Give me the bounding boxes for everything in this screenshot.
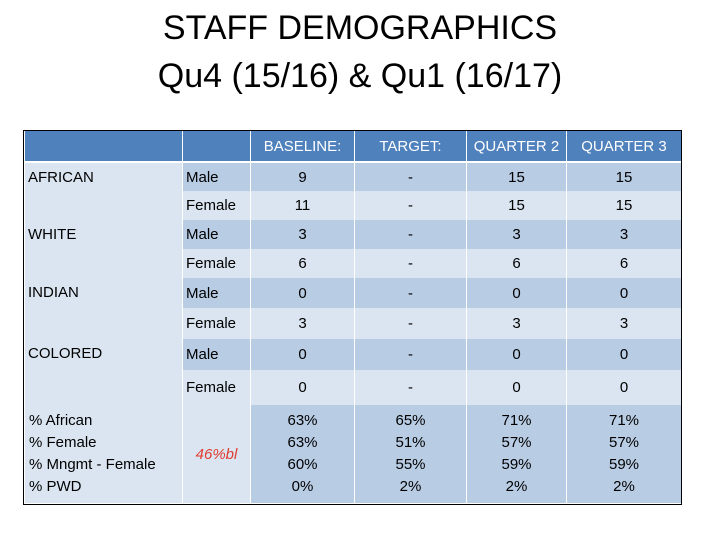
summary-value: 65% — [395, 412, 426, 429]
q2-cell: 6 — [467, 249, 567, 278]
title-line-1: STAFF DEMOGRAPHICS — [162, 9, 558, 47]
summary-label-mngmt-female: % Mngmt - Female — [29, 456, 156, 473]
summary-label-african: % African — [29, 412, 93, 429]
group-label-african: AFRICAN — [25, 162, 183, 220]
table-row — [25, 278, 682, 308]
summary-value: 51% — [395, 434, 426, 451]
target-cell: - — [355, 191, 467, 220]
q2-cell: 3 — [467, 308, 567, 339]
summary-label-pwd: % PWD — [29, 478, 82, 495]
header-cell-gender — [183, 131, 251, 162]
summary-value: 0% — [291, 478, 314, 495]
summary-value: 2% — [399, 478, 422, 495]
q2-cell: 15 — [467, 191, 567, 220]
summary-row — [25, 405, 682, 503]
summary-value: 60% — [287, 456, 318, 473]
gender-cell: Female — [183, 308, 251, 339]
summary-value: 63% — [287, 434, 318, 451]
table-row — [25, 339, 682, 370]
header-target: TARGET: — [355, 131, 467, 162]
summary-value: 59% — [608, 456, 640, 473]
q2-cell: 0 — [467, 370, 567, 405]
baseline-cell: 9 — [251, 162, 355, 191]
summary-baseline — [251, 405, 355, 503]
gender-cell: Male — [183, 339, 251, 370]
target-cell: - — [355, 220, 467, 249]
baseline-cell: 0 — [251, 370, 355, 405]
summary-q2 — [467, 405, 567, 503]
title-line-2: Qu4 (15/16) & Qu1 (16/17) — [157, 57, 563, 95]
baseline-cell: 0 — [251, 339, 355, 370]
gender-cell: Male — [183, 278, 251, 308]
q2-cell: 0 — [467, 278, 567, 308]
baseline-cell: 3 — [251, 220, 355, 249]
baseline-cell: 3 — [251, 308, 355, 339]
summary-value: 55% — [395, 456, 426, 473]
header-quarter-3: QUARTER 3 — [567, 131, 682, 162]
q2-cell: 15 — [467, 162, 567, 191]
target-cell: - — [355, 339, 467, 370]
summary-target — [355, 405, 467, 503]
gender-cell: Female — [183, 191, 251, 220]
target-cell: - — [355, 162, 467, 191]
group-label-colored: COLORED — [25, 339, 183, 405]
summary-label-female: % Female — [29, 434, 97, 451]
baseline-cell: 0 — [251, 278, 355, 308]
group-label-white: WHITE — [25, 220, 183, 278]
summary-value: 57% — [608, 434, 640, 451]
q3-cell: 3 — [567, 308, 682, 339]
header-baseline: BASELINE: — [251, 131, 355, 162]
summary-value: 2% — [505, 478, 528, 495]
summary-labels — [25, 405, 183, 503]
q3-cell: 3 — [567, 220, 682, 249]
gender-cell: Male — [183, 162, 251, 191]
table-row — [25, 220, 682, 249]
target-cell: - — [355, 249, 467, 278]
staff-demographics-table — [24, 131, 682, 503]
summary-q3 — [567, 405, 682, 503]
gender-cell: Female — [183, 370, 251, 405]
header-quarter-2: QUARTER 2 — [467, 131, 567, 162]
target-cell: - — [355, 370, 467, 405]
gender-cell: Female — [183, 249, 251, 278]
gender-cell: Male — [183, 220, 251, 249]
q3-cell: 6 — [567, 249, 682, 278]
q3-cell: 15 — [567, 162, 682, 191]
summary-value: 57% — [501, 434, 532, 451]
summary-value: 59% — [501, 456, 532, 473]
baseline-note: 46%bl — [183, 405, 251, 503]
summary-value: 71% — [501, 412, 532, 429]
q3-cell: 0 — [567, 339, 682, 370]
baseline-cell: 6 — [251, 249, 355, 278]
table-row — [25, 162, 682, 191]
baseline-cell: 11 — [251, 191, 355, 220]
summary-value: 2% — [613, 478, 635, 495]
q3-cell: 0 — [567, 370, 682, 405]
target-cell: - — [355, 278, 467, 308]
group-label-indian: INDIAN — [25, 278, 183, 339]
summary-value: 63% — [287, 412, 318, 429]
summary-value: 71% — [608, 412, 640, 429]
q3-cell: 0 — [567, 278, 682, 308]
header-row — [25, 131, 682, 162]
target-cell: - — [355, 308, 467, 339]
header-cell-group — [25, 131, 183, 162]
q2-cell: 3 — [467, 220, 567, 249]
q2-cell: 0 — [467, 339, 567, 370]
q3-cell: 15 — [567, 191, 682, 220]
